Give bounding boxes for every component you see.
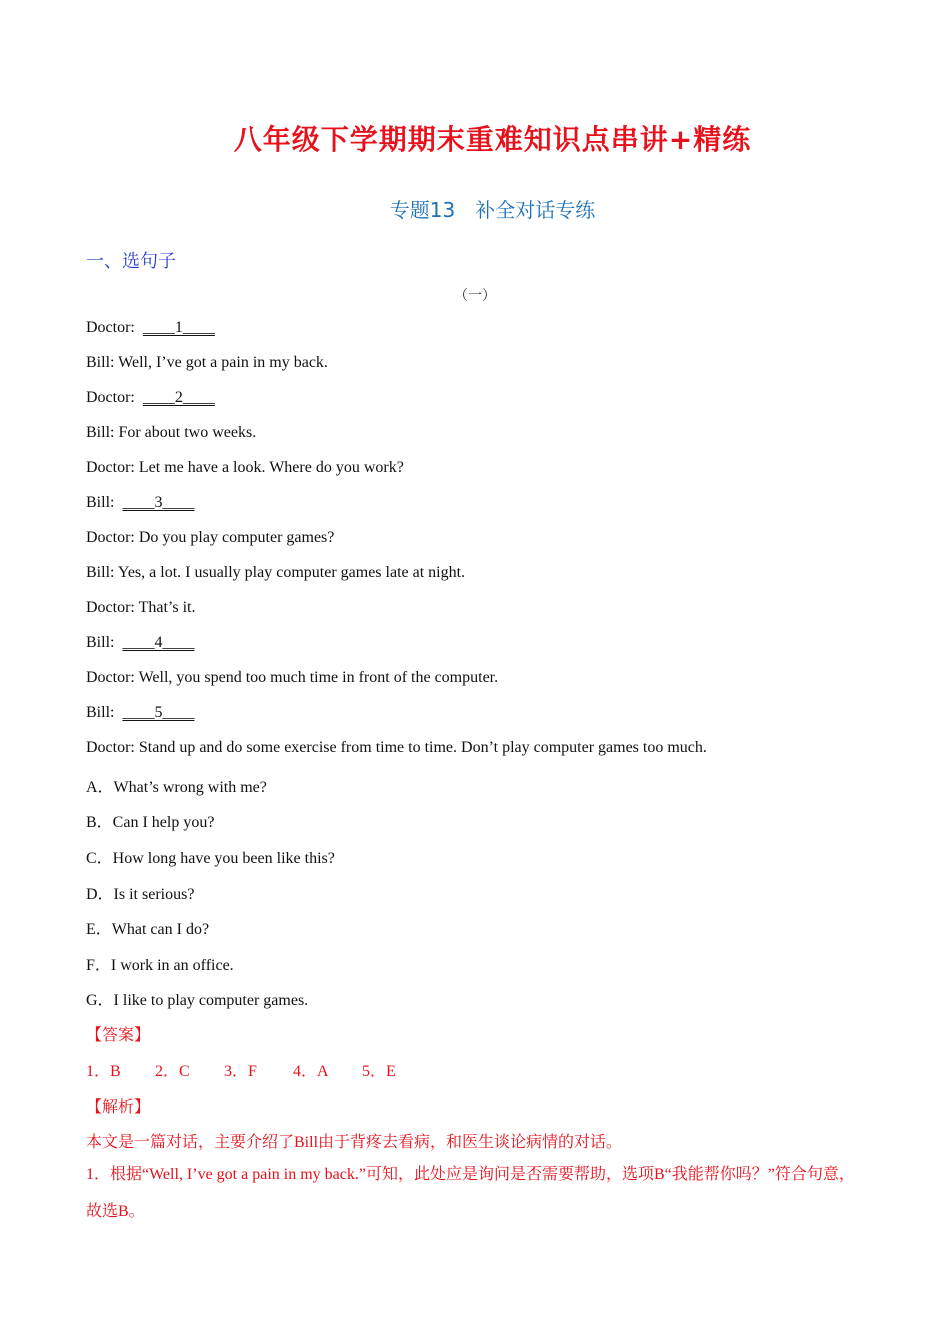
answer-blank-1: ____1____	[142, 319, 215, 336]
dialogue-line-8: Bill: Yes, a lot. I usually play computer games late at night.	[86, 564, 466, 581]
option-g: G．I like to play computer games.	[86, 992, 309, 1009]
option-c: C．How long have you been like this?	[86, 850, 335, 867]
dialogue-line-1	[86, 319, 215, 337]
option-d: D．Is it serious?	[86, 886, 195, 903]
dialogue-line-9: Doctor: That’s it.	[86, 599, 196, 616]
answer-item: 4．A	[293, 1063, 329, 1080]
speaker-label: Bill:	[86, 704, 115, 721]
dialogue-line-12	[86, 704, 194, 722]
option-f: F．I work in an office.	[86, 957, 234, 974]
dialogue-line-3	[86, 389, 215, 407]
answer-label: 【答案】	[86, 1025, 151, 1044]
analysis-summary: 本文是一篇对话，主要介绍了Bill由于背疼去看病，和医生谈论病情的对话。	[86, 1134, 623, 1151]
dialogue-line-7: Doctor: Do you play computer games?	[86, 529, 335, 546]
section-heading: 一、选句子	[86, 251, 176, 272]
answer-item: 2．C	[155, 1063, 190, 1080]
page-title: 八年级下学期期末重难知识点串讲+精练	[233, 123, 752, 156]
analysis-label: 【解析】	[86, 1097, 151, 1116]
answer-item: 5．E	[362, 1063, 396, 1080]
answer-blank-4: ____4____	[122, 634, 195, 651]
dialogue-line-2: Bill: Well, I’ve got a pain in my back.	[86, 354, 328, 371]
speaker-label: Bill:	[86, 494, 115, 511]
answer-blank-3: ____3____	[122, 494, 195, 511]
part-label: （一）	[454, 289, 496, 304]
answer-blank-5: ____5____	[122, 704, 195, 721]
answer-item: 3．F	[224, 1063, 257, 1080]
speaker-label: Doctor:	[86, 319, 135, 336]
dialogue-line-5: Doctor: Let me have a look. Where do you work?	[86, 459, 404, 476]
option-e: E．What can I do?	[86, 921, 210, 938]
dialogue-line-13: Doctor: Stand up and do some exercise from time to time. Don’t play computer games too much.	[86, 739, 707, 756]
dialogue-line-6	[86, 494, 194, 512]
dialogue-line-10	[86, 634, 194, 652]
speaker-label: Doctor:	[86, 389, 135, 406]
option-a: A．What’s wrong with me?	[86, 779, 267, 796]
answer-blank-2: ____2____	[142, 389, 215, 406]
answer-item: 1．B	[86, 1063, 121, 1080]
topic-title: 专题13 补全对话专练	[389, 198, 596, 222]
option-b: B．Can I help you?	[86, 814, 215, 831]
speaker-label: Bill:	[86, 634, 115, 651]
dialogue-line-11: Doctor: Well, you spend too much time in front of the computer.	[86, 669, 499, 686]
dialogue-line-4: Bill: For about two weeks.	[86, 424, 257, 441]
analysis-point-1: 1．根据“Well, I’ve got a pain in my back.”可知，此处应是询问是否需要帮助，选项B“我能帮你吗？”符合句意，故选B。	[86, 1166, 855, 1220]
answer-list	[86, 1058, 396, 1081]
